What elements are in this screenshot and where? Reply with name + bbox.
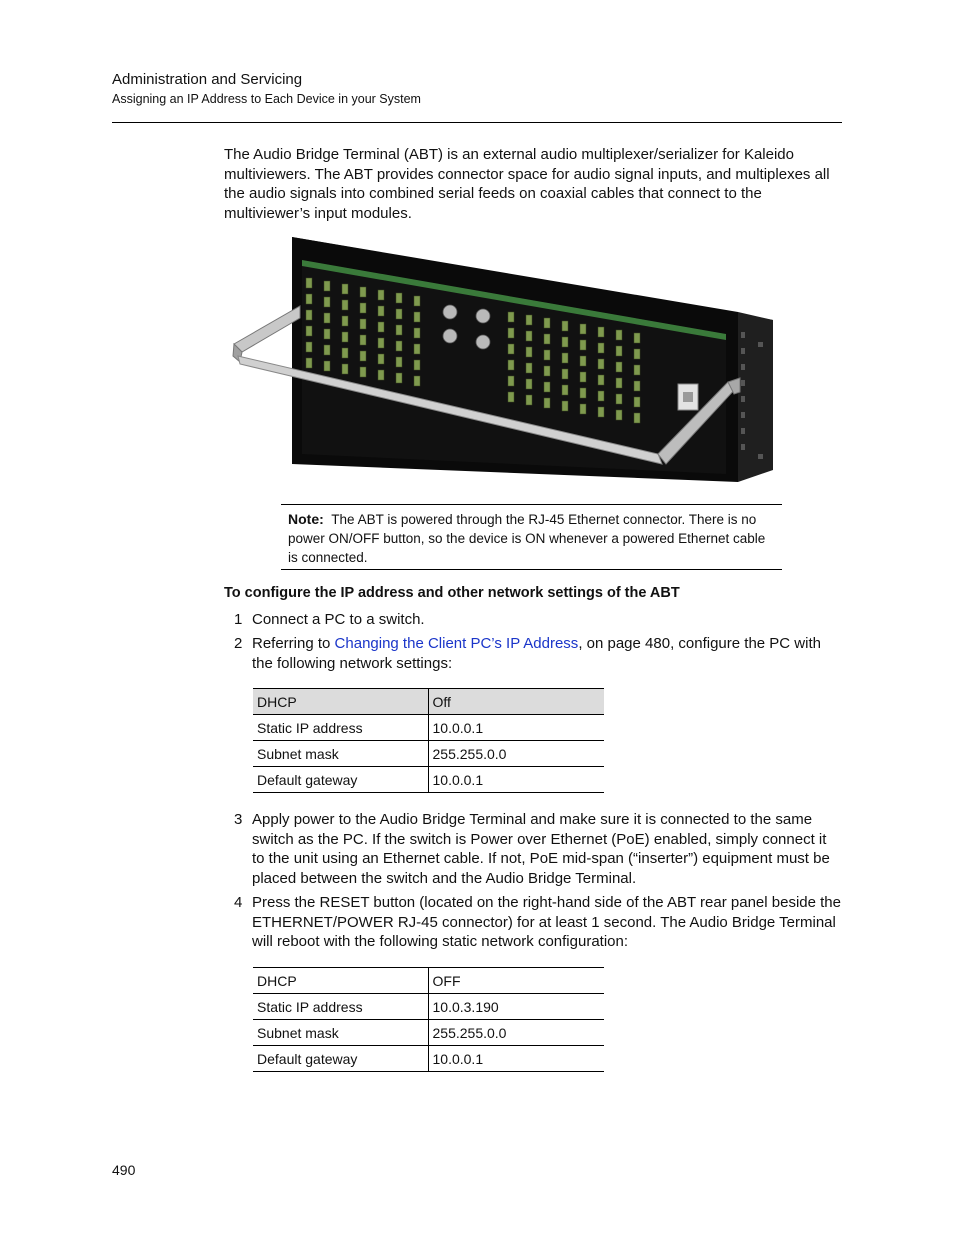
setting-value: 10.0.0.1 (428, 767, 604, 793)
table-row (253, 767, 604, 793)
setting-value: 10.0.3.190 (428, 994, 604, 1020)
step-text-before: Referring to (252, 635, 335, 652)
step-text: Connect a PC to a switch. (252, 611, 425, 628)
setting-value: 255.255.0.0 (428, 741, 604, 767)
setting-name: Static IP address (253, 715, 428, 741)
setting-name: Static IP address (253, 994, 428, 1020)
table-row (253, 715, 604, 741)
step-text (252, 634, 842, 673)
setting-value: OFF (428, 968, 604, 994)
table-row (253, 1020, 604, 1046)
cross-reference-link[interactable]: Changing the Client PC’s IP Address (334, 635, 579, 652)
pc-network-settings-table (253, 688, 604, 793)
setting-name: DHCP (253, 689, 428, 715)
table-row (253, 689, 604, 715)
step-text: Press the RESET button (located on the right-hand side of the ABT rear panel beside the ETHERNET/POWER RJ-45 connector) for at least 1 second. The Audio Bridge Terminal will reboot with the following static network configuration: (252, 894, 841, 950)
table-row (253, 968, 604, 994)
running-header-section: Assigning an IP Address to Each Device in your System (112, 92, 421, 106)
step-text: Apply power to the Audio Bridge Terminal and make sure it is connected to the same switch as the PC. If the switch is Power over Ethernet (PoE) enabled, simply connect it to the unit using an Ethernet cable. If not, PoE mid-span (“inserter”) equipment must be placed between the switch and the Audio Bridge Terminal. (252, 811, 830, 887)
setting-value: 10.0.0.1 (428, 1046, 604, 1072)
setting-value: 10.0.0.1 (428, 715, 604, 741)
setting-name: DHCP (253, 968, 428, 994)
note-text: The ABT is powered through the RJ-45 Ethernet connector. There is no power ON/OFF button, so the device is ON whenever a powered Ethernet cable is connected. (288, 512, 766, 565)
abt-rear-panel-photo (228, 232, 776, 486)
header-rule (112, 122, 842, 123)
table-row (253, 994, 604, 1020)
procedure-title: To configure the IP address and other network settings of the ABT (224, 585, 680, 601)
note-label: Note: (288, 511, 324, 527)
setting-name: Subnet mask (253, 741, 428, 767)
step-number: 2 (234, 635, 243, 652)
setting-name: Subnet mask (253, 1020, 428, 1046)
setting-name: Default gateway (253, 1046, 428, 1072)
step-text-after: , on page 480, configure the PC with the following network settings: (252, 635, 821, 672)
setting-value: 255.255.0.0 (428, 1020, 604, 1046)
step-number: 3 (234, 811, 243, 828)
step-number: 4 (234, 894, 243, 911)
abt-static-config-table (253, 967, 604, 1072)
intro-paragraph: The Audio Bridge Terminal (ABT) is an external audio multiplexer/serializer for Kaleido multiviewers. The ABT provides connector space for audio signal inputs, and multiplexes all the audio signals into combined serial feeds on coaxial cables that connect to the multiviewer’s input modules. (224, 146, 830, 222)
table-row (253, 741, 604, 767)
setting-value: Off (428, 689, 604, 715)
table-row (253, 1046, 604, 1072)
note-box (281, 504, 782, 570)
setting-name: Default gateway (253, 767, 428, 793)
page-number: 490 (112, 1162, 136, 1178)
running-header-chapter: Administration and Servicing (112, 71, 303, 88)
step-number: 1 (234, 611, 243, 628)
